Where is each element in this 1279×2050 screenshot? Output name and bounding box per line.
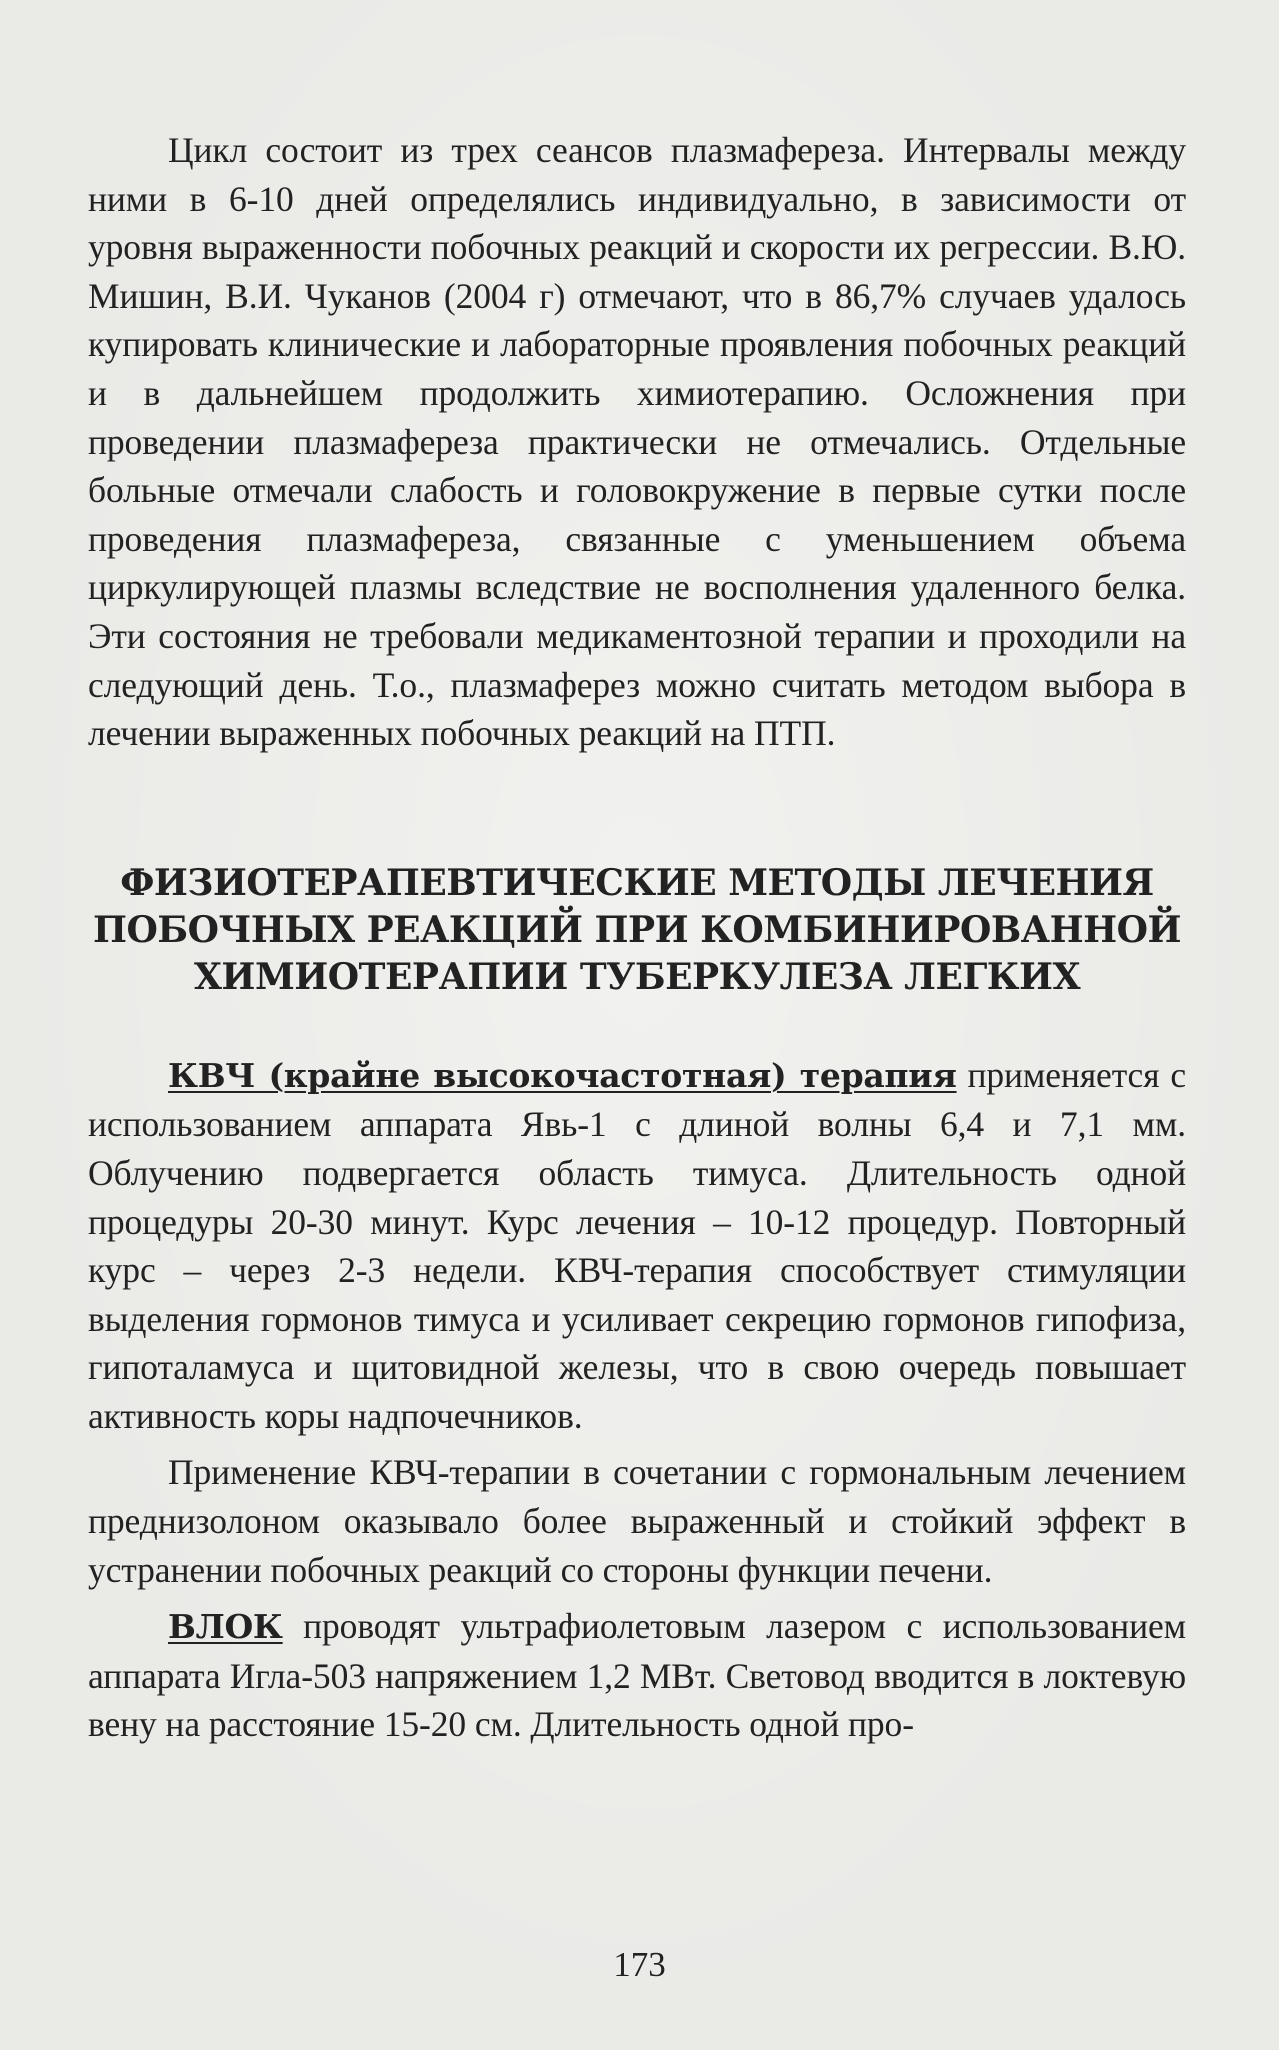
text-column <box>88 126 1186 1757</box>
kvch-section <box>88 1051 1186 1749</box>
kvch-text: применяется с использованием аппарата Явь-1 с длиной волны 6,4 и 7,1 мм. Облучению подвергается область тимуса. Длительность одной процедуры 20-30 минут. Курс лечения – 10-12 процедур. Повторный курс – через 2-3 недели. КВЧ-терапия способствует стимуляции выделения гормонов тимуса и усиливает секрецию гормонов гипофиза, гипоталамуса и щитовидной железы, что в свою очередь повышает активность коры надпочечников. <box>88 1054 1186 1436</box>
paragraph-vlok <box>88 1602 1186 1749</box>
paragraph-kvch <box>88 1051 1186 1441</box>
heading-line-1: ФИЗИОТЕРАПЕВТИЧЕСКИЕ МЕТОДЫ ЛЕЧЕНИЯ <box>120 861 1154 904</box>
vlok-term: ВЛОК <box>168 1607 283 1647</box>
paragraph-kvch-prednisolone: Применение КВЧ-терапии в сочетании с гормональным лечением преднизолоном оказывало более выраженный и стойкий эффект в устранении побочных реакций со стороны функции печени. <box>88 1452 1186 1590</box>
heading-line-2: ПОБОЧНЫХ РЕАКЦИЙ ПРИ КОМБИНИРОВАННОЙ <box>93 908 1181 951</box>
vlok-text: проводят ультрафиолетовым лазером с использованием аппарата Игла-503 напряжением 1,2 МВт. Световод вводится в локтевую вену на расстояние 15-20 см. Длительность одной про- <box>88 1606 1186 1745</box>
section-heading <box>88 860 1186 1001</box>
kvch-term: КВЧ (крайне высокочастотная) терапия <box>168 1055 957 1095</box>
page-number: 173 <box>613 1945 666 1984</box>
paragraph-plasmapheresis: Цикл состоит из трех сеансов плазмафереза. Интервалы между ними в 6-10 дней определялись индивидуально, в зависимости от уровня выраженности побочных реакций и скорости их регрессии. В.Ю. Мишин, В.И. Чуканов (2004 г) отмечают, что в 86,7% случаев удалось купировать клинические и лабораторные проявления побочных реакций и в дальнейшем продолжить химиотерапию. Осложнения при проведении плазмафереза практически не отмечались. Отдельные больные отмечали слабость и головокружение в первые сутки после проведения плазмафереза, связанные с уменьшением объема циркулирующей плазмы вследствие не восполнения удаленного белка. Эти состояния не требовали медикаментозной терапии и проходили на следующий день. Т.о., плазмаферез можно считать методом выбора в лечении выраженных побочных реакций на ПТП. <box>88 130 1186 754</box>
heading-line-3: ХИМИОТЕРАПИИ ТУБЕРКУЛЕЗА ЛЕГКИХ <box>194 955 1080 998</box>
